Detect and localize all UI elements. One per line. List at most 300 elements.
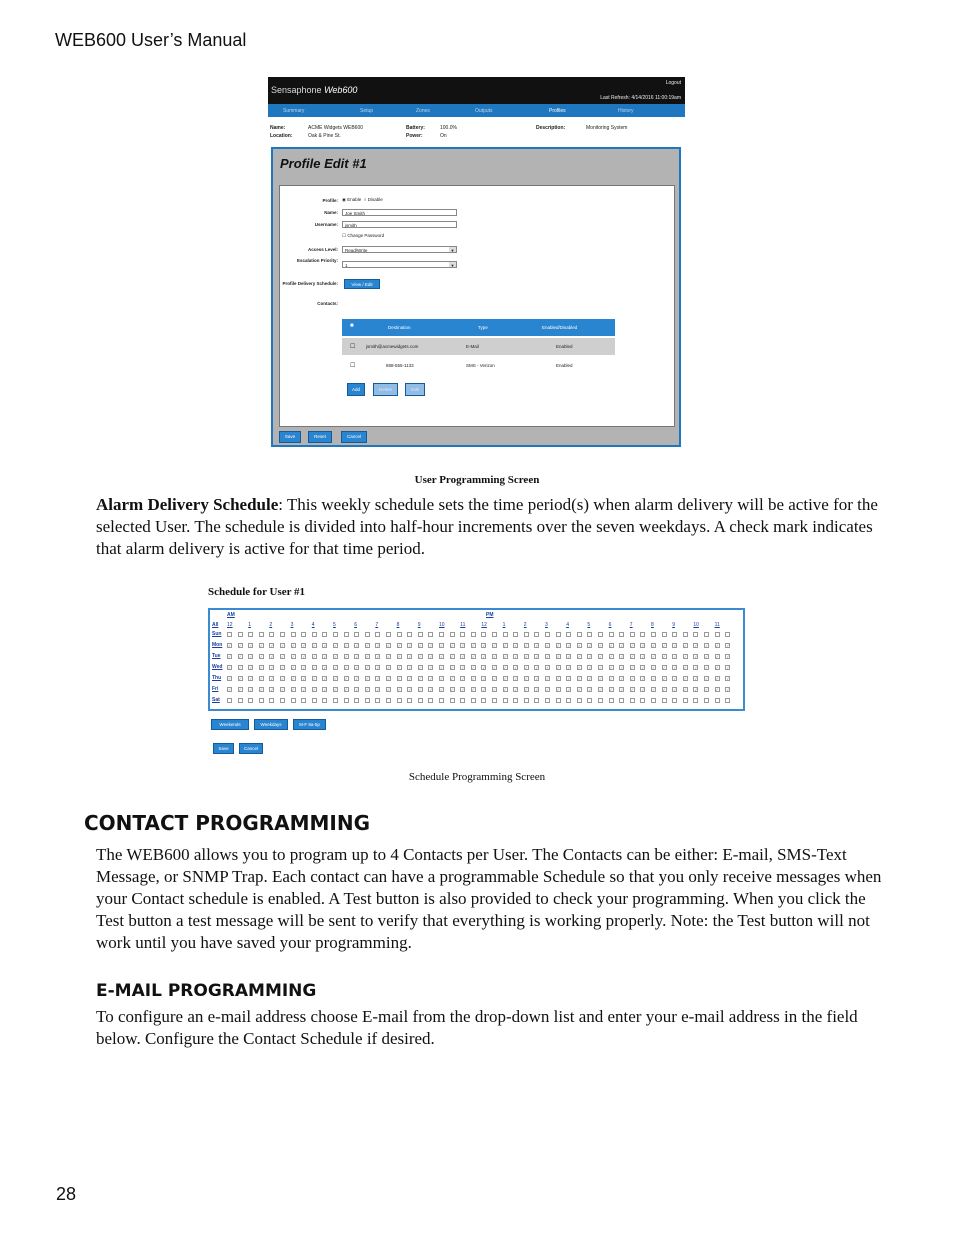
time-slot-checkbox[interactable] — [291, 632, 296, 637]
time-slot-checkbox[interactable]: ✓ — [291, 643, 295, 648]
time-slot-checkbox[interactable]: ✓ — [312, 665, 317, 670]
time-slot-checkbox[interactable] — [619, 698, 624, 703]
hour-link[interactable]: 5 — [587, 622, 591, 628]
time-slot-checkbox[interactable]: ✓ — [482, 676, 486, 681]
time-slot-checkbox[interactable]: ✓ — [683, 676, 688, 681]
time-slot-checkbox[interactable] — [312, 632, 317, 637]
time-slot-checkbox[interactable]: ✓ — [228, 643, 232, 648]
contact-row[interactable] — [342, 338, 615, 355]
nav-setup[interactable]: Setup — [360, 108, 374, 114]
time-slot-checkbox[interactable]: ✓ — [302, 665, 306, 670]
time-slot-checkbox[interactable]: ✓ — [652, 643, 656, 648]
time-slot-checkbox[interactable]: ✓ — [440, 687, 444, 692]
time-slot-checkbox[interactable]: ✓ — [355, 676, 359, 681]
escalation-priority-select[interactable] — [342, 261, 457, 268]
time-slot-checkbox[interactable]: ✓ — [228, 676, 232, 681]
time-slot-checkbox[interactable]: ✓ — [524, 654, 529, 659]
time-slot-checkbox[interactable] — [566, 632, 571, 637]
pm-link[interactable]: PM — [486, 612, 494, 618]
time-slot-checkbox[interactable] — [598, 698, 603, 703]
time-slot-checkbox[interactable]: ✓ — [556, 665, 560, 670]
time-slot-checkbox[interactable] — [503, 632, 508, 637]
hour-link[interactable]: 8 — [651, 622, 654, 628]
time-slot-checkbox[interactable]: ✓ — [620, 687, 624, 692]
nav-profiles[interactable]: Profiles — [549, 108, 566, 114]
hour-link[interactable]: 12 — [481, 622, 487, 628]
time-slot-checkbox[interactable] — [556, 632, 561, 637]
time-slot-checkbox[interactable]: ✓ — [344, 654, 348, 659]
time-slot-checkbox[interactable]: ✓ — [323, 687, 327, 692]
time-slot-checkbox[interactable]: ✓ — [546, 687, 550, 692]
time-slot-checkbox[interactable]: ✓ — [652, 665, 656, 670]
time-slot-checkbox[interactable]: ✓ — [694, 687, 698, 692]
time-slot-checkbox[interactable]: ✓ — [429, 676, 433, 681]
time-slot-checkbox[interactable] — [577, 632, 582, 637]
time-slot-checkbox[interactable]: ✓ — [493, 687, 497, 692]
time-slot-checkbox[interactable] — [259, 632, 264, 637]
time-slot-checkbox[interactable]: ✓ — [673, 676, 677, 681]
time-slot-checkbox[interactable]: ✓ — [334, 676, 338, 681]
time-slot-checkbox[interactable]: ✓ — [705, 665, 709, 670]
time-slot-checkbox[interactable] — [301, 698, 306, 703]
radio-enable-icon[interactable]: ◉ — [342, 197, 346, 202]
time-slot-checkbox[interactable] — [344, 698, 349, 703]
time-slot-checkbox[interactable]: ✓ — [620, 665, 624, 670]
time-slot-checkbox[interactable]: ✓ — [450, 665, 454, 670]
time-slot-checkbox[interactable]: ✓ — [503, 687, 507, 692]
time-slot-checkbox[interactable]: ✓ — [291, 687, 295, 692]
time-slot-checkbox[interactable]: ✓ — [599, 654, 603, 659]
time-slot-checkbox[interactable] — [534, 698, 539, 703]
time-slot-checkbox[interactable] — [291, 698, 296, 703]
time-slot-checkbox[interactable]: ✓ — [429, 654, 433, 659]
time-slot-checkbox[interactable]: ✓ — [567, 665, 571, 670]
delete-contact-button[interactable]: Delete — [373, 383, 398, 396]
time-slot-checkbox[interactable]: ✓ — [376, 687, 380, 692]
hour-link[interactable]: 2 — [269, 622, 273, 628]
time-slot-checkbox[interactable]: ✓ — [259, 687, 264, 692]
time-slot-checkbox[interactable]: ✓ — [630, 665, 635, 670]
time-slot-checkbox[interactable]: ✓ — [577, 665, 582, 670]
time-slot-checkbox[interactable]: ✓ — [683, 665, 688, 670]
time-slot-checkbox[interactable]: ✓ — [387, 687, 391, 692]
time-slot-checkbox[interactable]: ✓ — [291, 654, 295, 659]
hour-link[interactable]: 10 — [439, 622, 445, 628]
cancel-button[interactable]: Cancel — [341, 431, 367, 443]
time-slot-checkbox[interactable]: ✓ — [397, 676, 401, 681]
row-checkbox[interactable]: ☐ — [350, 344, 356, 350]
time-slot-checkbox[interactable]: ✓ — [705, 643, 709, 648]
time-slot-checkbox[interactable]: ✓ — [641, 676, 645, 681]
time-slot-checkbox[interactable]: ✓ — [471, 665, 476, 670]
time-slot-checkbox[interactable]: ✓ — [546, 643, 550, 648]
time-slot-checkbox[interactable]: ✓ — [312, 687, 317, 692]
time-slot-checkbox[interactable]: ✓ — [705, 654, 709, 659]
time-slot-checkbox[interactable] — [513, 632, 518, 637]
time-slot-checkbox[interactable] — [471, 698, 476, 703]
time-slot-checkbox[interactable]: ✓ — [323, 676, 327, 681]
time-slot-checkbox[interactable]: ✓ — [662, 687, 666, 692]
time-slot-checkbox[interactable]: ✓ — [546, 665, 550, 670]
time-slot-checkbox[interactable]: ✓ — [482, 643, 486, 648]
time-slot-checkbox[interactable]: ✓ — [535, 654, 539, 659]
time-slot-checkbox[interactable]: ✓ — [503, 643, 507, 648]
hour-link[interactable]: 1 — [248, 622, 251, 628]
time-slot-checkbox[interactable]: ✓ — [440, 654, 444, 659]
time-slot-checkbox[interactable]: ✓ — [556, 643, 560, 648]
radio-disable-icon[interactable]: ○ — [363, 197, 367, 202]
time-slot-checkbox[interactable]: ✓ — [387, 643, 391, 648]
time-slot-checkbox[interactable]: ✓ — [228, 654, 232, 659]
time-slot-checkbox[interactable] — [609, 698, 614, 703]
time-slot-checkbox[interactable]: ✓ — [493, 643, 497, 648]
time-slot-checkbox[interactable] — [322, 698, 327, 703]
time-slot-checkbox[interactable] — [662, 698, 667, 703]
time-slot-checkbox[interactable]: ✓ — [440, 665, 444, 670]
time-slot-checkbox[interactable]: ✓ — [577, 643, 582, 648]
time-slot-checkbox[interactable]: ✓ — [588, 676, 592, 681]
time-slot-checkbox[interactable] — [460, 632, 465, 637]
time-slot-checkbox[interactable]: ✓ — [397, 665, 401, 670]
time-slot-checkbox[interactable]: ✓ — [535, 643, 539, 648]
select-all-checkbox[interactable]: ■ — [350, 323, 354, 329]
time-slot-checkbox[interactable] — [672, 632, 677, 637]
time-slot-checkbox[interactable] — [587, 632, 592, 637]
time-slot-checkbox[interactable]: ✓ — [302, 654, 306, 659]
all-link[interactable]: All — [212, 622, 219, 628]
nav-summary[interactable]: Summary — [283, 108, 305, 114]
hour-link[interactable]: 10 — [693, 622, 699, 628]
time-slot-checkbox[interactable]: ✓ — [323, 654, 327, 659]
time-slot-checkbox[interactable]: ✓ — [376, 643, 380, 648]
time-slot-checkbox[interactable]: ✓ — [514, 643, 518, 648]
hour-link[interactable]: 11 — [714, 622, 720, 628]
time-slot-checkbox[interactable]: ✓ — [694, 665, 698, 670]
hour-link[interactable]: 3 — [545, 622, 548, 628]
time-slot-checkbox[interactable]: ✓ — [355, 643, 359, 648]
hour-link[interactable]: 6 — [608, 622, 612, 628]
day-link[interactable]: Mon — [212, 642, 223, 648]
time-slot-checkbox[interactable] — [672, 698, 677, 703]
time-slot-checkbox[interactable]: ✓ — [471, 654, 476, 659]
time-slot-checkbox[interactable] — [301, 632, 306, 637]
edit-contact-button[interactable]: Edit — [405, 383, 425, 396]
reset-button[interactable]: Reset — [308, 431, 332, 443]
time-slot-checkbox[interactable]: ✓ — [281, 654, 285, 659]
time-slot-checkbox[interactable] — [428, 632, 433, 637]
time-slot-checkbox[interactable]: ✓ — [715, 676, 719, 681]
time-slot-checkbox[interactable] — [280, 698, 285, 703]
time-slot-checkbox[interactable]: ✓ — [238, 676, 242, 681]
time-slot-checkbox[interactable]: ✓ — [503, 654, 507, 659]
time-slot-checkbox[interactable]: ✓ — [694, 654, 698, 659]
time-slot-checkbox[interactable]: ✓ — [609, 643, 613, 648]
time-slot-checkbox[interactable]: ✓ — [599, 643, 603, 648]
time-slot-checkbox[interactable]: ✓ — [599, 665, 603, 670]
time-slot-checkbox[interactable]: ✓ — [461, 676, 465, 681]
time-slot-checkbox[interactable] — [587, 698, 592, 703]
time-slot-checkbox[interactable]: ✓ — [609, 676, 613, 681]
time-slot-checkbox[interactable]: ✓ — [567, 676, 571, 681]
time-slot-checkbox[interactable] — [566, 698, 571, 703]
time-slot-checkbox[interactable]: ✓ — [683, 654, 688, 659]
time-slot-checkbox[interactable]: ✓ — [344, 687, 348, 692]
time-slot-checkbox[interactable]: ✓ — [429, 643, 433, 648]
time-slot-checkbox[interactable]: ✓ — [630, 687, 635, 692]
time-slot-checkbox[interactable]: ✓ — [365, 676, 370, 681]
time-slot-checkbox[interactable]: ✓ — [461, 687, 465, 692]
time-slot-checkbox[interactable] — [397, 632, 402, 637]
time-slot-checkbox[interactable]: ✓ — [630, 654, 635, 659]
time-slot-checkbox[interactable]: ✓ — [662, 676, 666, 681]
m-f-8a-5p-button[interactable]: M-F 8a-5p — [293, 719, 326, 730]
time-slot-checkbox[interactable] — [375, 698, 380, 703]
time-slot-checkbox[interactable]: ✓ — [493, 654, 497, 659]
time-slot-checkbox[interactable] — [534, 632, 539, 637]
hour-link[interactable]: 9 — [417, 622, 421, 628]
time-slot-checkbox[interactable]: ✓ — [503, 676, 507, 681]
time-slot-checkbox[interactable]: ✓ — [323, 665, 327, 670]
hour-link[interactable]: 4 — [566, 622, 569, 628]
time-slot-checkbox[interactable] — [481, 632, 486, 637]
time-slot-checkbox[interactable]: ✓ — [450, 676, 454, 681]
time-slot-checkbox[interactable]: ✓ — [249, 654, 253, 659]
nav-history[interactable]: History — [618, 108, 634, 114]
schedule-cancel-button[interactable]: Cancel — [239, 743, 263, 754]
time-slot-checkbox[interactable] — [312, 698, 317, 703]
time-slot-checkbox[interactable]: ✓ — [450, 687, 454, 692]
time-slot-checkbox[interactable]: ✓ — [577, 654, 582, 659]
time-slot-checkbox[interactable] — [651, 632, 656, 637]
time-slot-checkbox[interactable]: ✓ — [535, 687, 539, 692]
time-slot-checkbox[interactable]: ✓ — [376, 654, 380, 659]
time-slot-checkbox[interactable]: ✓ — [387, 665, 391, 670]
time-slot-checkbox[interactable]: ✓ — [471, 687, 476, 692]
time-slot-checkbox[interactable]: ✓ — [715, 665, 719, 670]
time-slot-checkbox[interactable]: ✓ — [408, 643, 412, 648]
time-slot-checkbox[interactable]: ✓ — [259, 654, 264, 659]
time-slot-checkbox[interactable] — [269, 632, 274, 637]
time-slot-checkbox[interactable] — [630, 632, 635, 637]
time-slot-checkbox[interactable] — [725, 632, 730, 637]
time-slot-checkbox[interactable]: ✓ — [461, 665, 465, 670]
time-slot-checkbox[interactable]: ✓ — [334, 687, 338, 692]
time-slot-checkbox[interactable]: ✓ — [524, 665, 529, 670]
time-slot-checkbox[interactable] — [609, 632, 614, 637]
time-slot-checkbox[interactable]: ✓ — [238, 687, 242, 692]
time-slot-checkbox[interactable]: ✓ — [418, 676, 423, 681]
time-slot-checkbox[interactable]: ✓ — [577, 676, 582, 681]
time-slot-checkbox[interactable]: ✓ — [662, 643, 666, 648]
time-slot-checkbox[interactable] — [344, 632, 349, 637]
time-slot-checkbox[interactable]: ✓ — [355, 665, 359, 670]
time-slot-checkbox[interactable] — [524, 632, 529, 637]
time-slot-checkbox[interactable]: ✓ — [461, 643, 465, 648]
time-slot-checkbox[interactable]: ✓ — [482, 665, 486, 670]
time-slot-checkbox[interactable]: ✓ — [609, 654, 613, 659]
time-slot-checkbox[interactable]: ✓ — [344, 676, 348, 681]
time-slot-checkbox[interactable] — [248, 632, 253, 637]
time-slot-checkbox[interactable] — [693, 698, 698, 703]
time-slot-checkbox[interactable] — [439, 698, 444, 703]
time-slot-checkbox[interactable] — [704, 632, 709, 637]
time-slot-checkbox[interactable] — [460, 698, 465, 703]
time-slot-checkbox[interactable] — [640, 698, 645, 703]
time-slot-checkbox[interactable]: ✓ — [408, 654, 412, 659]
time-slot-checkbox[interactable] — [238, 698, 243, 703]
time-slot-checkbox[interactable] — [280, 632, 285, 637]
time-slot-checkbox[interactable]: ✓ — [652, 687, 656, 692]
time-slot-checkbox[interactable] — [513, 698, 518, 703]
time-slot-checkbox[interactable]: ✓ — [418, 643, 423, 648]
time-slot-checkbox[interactable]: ✓ — [365, 687, 370, 692]
time-slot-checkbox[interactable]: ✓ — [577, 687, 582, 692]
time-slot-checkbox[interactable]: ✓ — [567, 687, 571, 692]
logout-link[interactable]: Logout — [665, 80, 681, 86]
time-slot-checkbox[interactable]: ✓ — [620, 654, 624, 659]
time-slot-checkbox[interactable] — [386, 632, 391, 637]
time-slot-checkbox[interactable]: ✓ — [387, 676, 391, 681]
time-slot-checkbox[interactable]: ✓ — [397, 643, 401, 648]
time-slot-checkbox[interactable] — [662, 632, 667, 637]
time-slot-checkbox[interactable]: ✓ — [726, 654, 730, 659]
time-slot-checkbox[interactable]: ✓ — [673, 654, 677, 659]
time-slot-checkbox[interactable] — [450, 698, 455, 703]
time-slot-checkbox[interactable]: ✓ — [514, 676, 518, 681]
time-slot-checkbox[interactable]: ✓ — [450, 643, 454, 648]
time-slot-checkbox[interactable] — [397, 698, 402, 703]
time-slot-checkbox[interactable]: ✓ — [652, 654, 656, 659]
time-slot-checkbox[interactable] — [683, 698, 688, 703]
day-link[interactable]: Sun — [212, 631, 222, 637]
hour-link[interactable]: 2 — [523, 622, 527, 628]
day-link[interactable]: Wed — [212, 664, 223, 670]
time-slot-checkbox[interactable]: ✓ — [270, 654, 274, 659]
time-slot-checkbox[interactable]: ✓ — [535, 676, 539, 681]
time-slot-checkbox[interactable]: ✓ — [556, 676, 560, 681]
username-input[interactable]: jsmith — [342, 221, 457, 228]
time-slot-checkbox[interactable]: ✓ — [683, 643, 688, 648]
add-contact-button[interactable]: Add — [347, 383, 365, 396]
time-slot-checkbox[interactable]: ✓ — [429, 687, 433, 692]
time-slot-checkbox[interactable] — [481, 698, 486, 703]
time-slot-checkbox[interactable]: ✓ — [238, 643, 242, 648]
time-slot-checkbox[interactable] — [227, 698, 232, 703]
time-slot-checkbox[interactable]: ✓ — [249, 676, 253, 681]
time-slot-checkbox[interactable] — [322, 632, 327, 637]
time-slot-checkbox[interactable]: ✓ — [609, 687, 613, 692]
time-slot-checkbox[interactable]: ✓ — [302, 687, 306, 692]
hour-link[interactable]: 4 — [311, 622, 315, 628]
time-slot-checkbox[interactable]: ✓ — [599, 676, 603, 681]
time-slot-checkbox[interactable]: ✓ — [461, 654, 465, 659]
time-slot-checkbox[interactable]: ✓ — [291, 676, 295, 681]
time-slot-checkbox[interactable]: ✓ — [281, 676, 285, 681]
time-slot-checkbox[interactable] — [248, 698, 253, 703]
time-slot-checkbox[interactable]: ✓ — [312, 643, 317, 648]
time-slot-checkbox[interactable] — [418, 632, 423, 637]
time-slot-checkbox[interactable]: ✓ — [524, 643, 529, 648]
time-slot-checkbox[interactable]: ✓ — [620, 676, 624, 681]
time-slot-checkbox[interactable] — [238, 632, 243, 637]
time-slot-checkbox[interactable]: ✓ — [270, 643, 274, 648]
time-slot-checkbox[interactable]: ✓ — [450, 654, 454, 659]
hour-link[interactable]: 5 — [333, 622, 336, 628]
time-slot-checkbox[interactable]: ✓ — [376, 665, 380, 670]
time-slot-checkbox[interactable]: ✓ — [471, 643, 476, 648]
time-slot-checkbox[interactable]: ✓ — [291, 665, 295, 670]
time-slot-checkbox[interactable]: ✓ — [249, 643, 253, 648]
time-slot-checkbox[interactable] — [354, 698, 359, 703]
time-slot-checkbox[interactable]: ✓ — [228, 687, 232, 692]
time-slot-checkbox[interactable]: ✓ — [270, 676, 274, 681]
time-slot-checkbox[interactable]: ✓ — [365, 643, 370, 648]
time-slot-checkbox[interactable] — [492, 632, 497, 637]
time-slot-checkbox[interactable] — [471, 632, 476, 637]
time-slot-checkbox[interactable]: ✓ — [270, 665, 274, 670]
time-slot-checkbox[interactable]: ✓ — [694, 643, 698, 648]
weekends-button[interactable]: Weekends — [211, 719, 249, 730]
time-slot-checkbox[interactable]: ✓ — [355, 687, 359, 692]
time-slot-checkbox[interactable] — [259, 698, 264, 703]
time-slot-checkbox[interactable]: ✓ — [588, 643, 592, 648]
time-slot-checkbox[interactable] — [333, 698, 338, 703]
time-slot-checkbox[interactable] — [375, 632, 380, 637]
time-slot-checkbox[interactable]: ✓ — [397, 654, 401, 659]
change-password-checkbox[interactable]: ☐ — [342, 233, 347, 238]
time-slot-checkbox[interactable]: ✓ — [238, 665, 242, 670]
time-slot-checkbox[interactable]: ✓ — [344, 643, 348, 648]
schedule-save-button[interactable]: Save — [213, 743, 234, 754]
time-slot-checkbox[interactable]: ✓ — [249, 687, 253, 692]
time-slot-checkbox[interactable]: ✓ — [418, 654, 423, 659]
hour-link[interactable]: 11 — [460, 622, 466, 628]
time-slot-checkbox[interactable] — [715, 698, 720, 703]
hour-link[interactable]: 1 — [502, 622, 506, 628]
time-slot-checkbox[interactable]: ✓ — [334, 665, 338, 670]
time-slot-checkbox[interactable] — [725, 698, 730, 703]
time-slot-checkbox[interactable]: ✓ — [397, 687, 401, 692]
time-slot-checkbox[interactable] — [640, 632, 645, 637]
hour-link[interactable]: 7 — [375, 622, 379, 628]
time-slot-checkbox[interactable]: ✓ — [546, 676, 550, 681]
time-slot-checkbox[interactable]: ✓ — [715, 643, 719, 648]
time-slot-checkbox[interactable] — [365, 632, 370, 637]
time-slot-checkbox[interactable] — [683, 632, 688, 637]
time-slot-checkbox[interactable]: ✓ — [440, 676, 444, 681]
time-slot-checkbox[interactable] — [577, 698, 582, 703]
time-slot-checkbox[interactable]: ✓ — [641, 654, 645, 659]
view-edit-button[interactable]: View / Edit — [344, 279, 380, 289]
nav-outputs[interactable]: Outputs — [475, 108, 493, 114]
time-slot-checkbox[interactable]: ✓ — [662, 654, 666, 659]
time-slot-checkbox[interactable]: ✓ — [514, 687, 518, 692]
time-slot-checkbox[interactable]: ✓ — [408, 687, 412, 692]
time-slot-checkbox[interactable] — [545, 698, 550, 703]
time-slot-checkbox[interactable]: ✓ — [334, 654, 338, 659]
hour-link[interactable]: 3 — [290, 622, 294, 628]
save-button[interactable]: Save — [279, 431, 301, 443]
time-slot-checkbox[interactable]: ✓ — [376, 676, 380, 681]
time-slot-checkbox[interactable]: ✓ — [630, 676, 635, 681]
time-slot-checkbox[interactable]: ✓ — [726, 676, 730, 681]
time-slot-checkbox[interactable]: ✓ — [630, 643, 635, 648]
time-slot-checkbox[interactable]: ✓ — [715, 687, 719, 692]
time-slot-checkbox[interactable]: ✓ — [673, 665, 677, 670]
time-slot-checkbox[interactable] — [407, 632, 412, 637]
time-slot-checkbox[interactable] — [365, 698, 370, 703]
hour-link[interactable]: 9 — [672, 622, 675, 628]
